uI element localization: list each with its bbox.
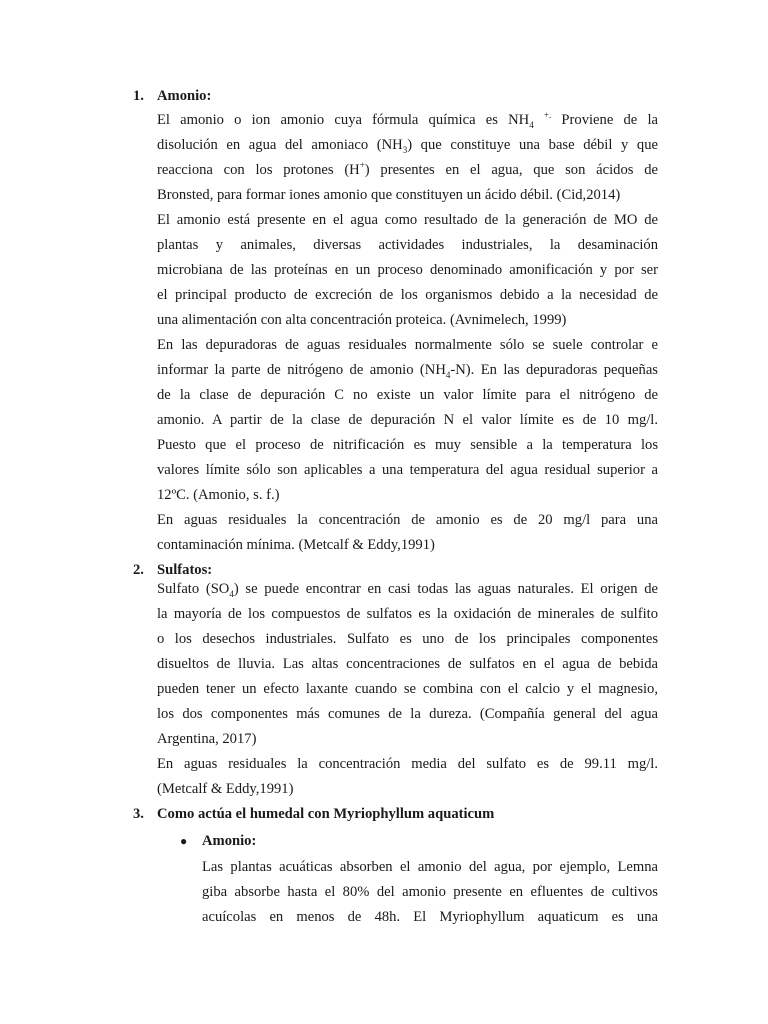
section-3-title: Como actúa el humedal con Myriophyllum aquaticum <box>157 806 495 822</box>
section-1-number: 1. <box>133 88 144 104</box>
s2-p1-line7: Argentina, 2017) <box>157 731 257 747</box>
s2-p2-line1: En aguas residuales la concentración media del sulfato es de 99.11 mg/l. <box>157 756 658 772</box>
s1-p3-line7: 12ºC. (Amonio, s. f.) <box>157 487 280 503</box>
s2-p2-line2: (Metcalf & Eddy,1991) <box>157 781 294 797</box>
section-3-subtitle: Amonio: <box>202 833 257 849</box>
s1-p3-line6: valores límite sólo son aplicables a una temperatura del agua residual superior a <box>157 462 658 478</box>
s1-p2-line2: plantas y animales, diversas actividades industriales, la desaminación <box>157 237 658 253</box>
s2-p1-line6: los dos componentes más comunes de la dureza. (Compañía general del agua <box>157 706 658 722</box>
section-3-number: 3. <box>133 806 144 822</box>
s1-p3-line1: En las depuradoras de aguas residuales normalmente sólo se suele controlar e <box>157 337 658 353</box>
s1-p1-line4: Bronsted, para formar iones amonio que constituyen un ácido débil. (Cid,2014) <box>157 187 621 203</box>
s3-p1-line2: giba absorbe hasta el 80% del amonio presente en efluentes de cultivos <box>202 884 658 900</box>
s1-p1-line3: reacciona con los protones (H+) presentes en el agua, que son ácidos de <box>157 160 658 178</box>
s3-p1-line1: Las plantas acuáticas absorben el amonio del agua, por ejemplo, Lemna <box>202 859 658 875</box>
section-2-number: 2. <box>133 562 144 578</box>
bullet-icon: ● <box>180 834 188 848</box>
s1-p1-line2: disolución en agua del amoniaco $(NH_3)$ que constituye una base débil y que <box>157 137 658 155</box>
s1-p3-line3: de la clase de depuración C no existe un valor límite para el nitrógeno de <box>157 387 658 403</box>
s1-p2-line3: microbiana de las proteínas en un proceso denominado amonificación y por ser <box>157 262 658 278</box>
s1-p2-line1: El amonio está presente en el agua como resultado de la generación de MO de <box>157 212 658 228</box>
section-2-title: Sulfatos: <box>157 562 213 578</box>
s3-p1-line3: acuícolas en menos de 48h. El Myriophyllum aquaticum es una <box>202 909 658 925</box>
s1-p3-line4: amonio. A partir de la clase de depuración N el valor límite es de 10 mg/l. <box>157 412 658 428</box>
s1-p2-line4: el principal producto de excreción de los organismos debido a la necesidad de <box>157 287 658 303</box>
s1-p4-line1: En aguas residuales la concentración de amonio es de 20 mg/l para una <box>157 512 658 528</box>
s1-p3-line2: informar la parte de nitrógeno de amonio $(NH_4-N)$. En las depuradoras pequeñas <box>157 362 658 380</box>
s1-p2-line5: una alimentación con alta concentración proteica. (Avnimelech, 1999) <box>157 312 567 328</box>
s2-p1-line5: pueden tener un efecto laxante cuando se combina con el calcio y el magnesio, <box>157 681 658 697</box>
s1-p4-line2: contaminación mínima. (Metcalf & Eddy,1991) <box>157 537 435 553</box>
section-1-title: Amonio: <box>157 88 212 104</box>
s2-p1-line4: disueltos de lluvia. Las altas concentraciones de sulfatos en el agua de bebida <box>157 656 658 672</box>
s1-p1-line1: El amonio o ion amonio cuya fórmula química es $NH_4$ +. Proviene de la <box>157 110 658 130</box>
s2-p1-line3: o los desechos industriales. Sulfato es uno de los principales componentes <box>157 631 658 647</box>
s2-p1-line1: Sulfato $(SO_4)$ se puede encontrar en casi todas las aguas naturales. El origen de <box>157 581 659 599</box>
s1-p3-line5: Puesto que el proceso de nitrificación es muy sensible a la temperatura los <box>157 437 658 453</box>
s2-p1-line2: la mayoría de los compuestos de sulfatos es la oxidación de minerales de sulfito <box>157 606 658 622</box>
